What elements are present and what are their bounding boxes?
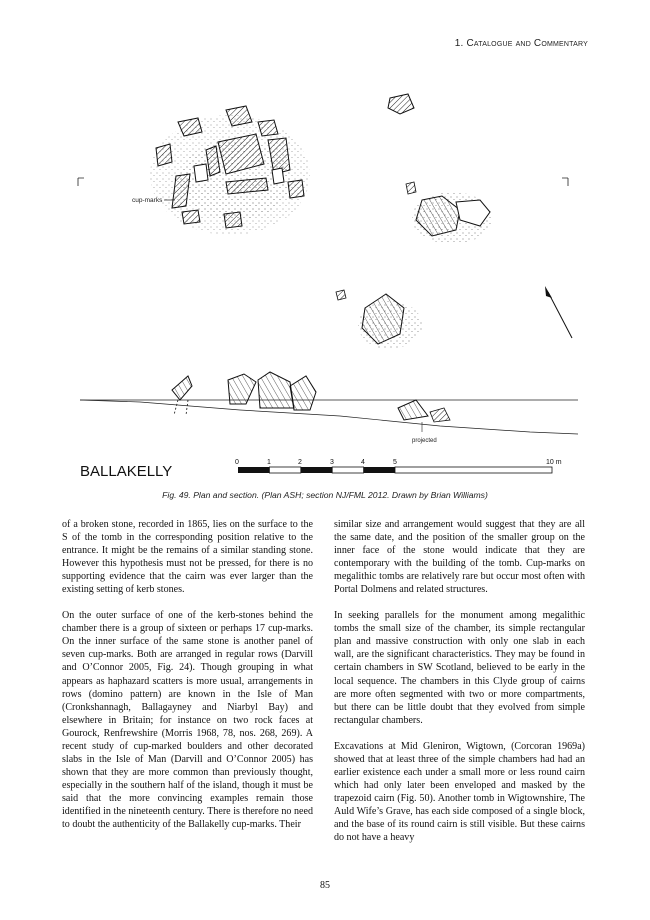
scale-label-2: 2: [298, 459, 302, 466]
right-paragraph-1: similar size and arrangement would suggest that they are all the same date, and the position of the smaller group on the inner face of the stone would indicate that they are contemporary with the building of the tomb. Cup-marks on megalithic tombs are relatively rare but occur most often with Portal Dolmens and related structures.: [334, 519, 585, 596]
site-name: BALLAKELLY: [80, 463, 173, 480]
figure-caption: Fig. 49. Plan and section. (Plan ASH; section NJ/FML 2012. Drawn by Brian Williams): [162, 490, 488, 500]
scale-label-3: 3: [330, 459, 334, 466]
right-column: [334, 518, 585, 857]
projected-label: projected: [412, 438, 437, 444]
left-paragraph-1: of a broken stone, recorded in 1865, lies on the surface to the S of the tomb in the corresponding position relative to the entrance. It might be the remains of a similar standing stone. However this hypothesis must not be pressed, for there is no supporting evidence that the cairn was ever larger than the existing setting of kerb stones.: [62, 519, 313, 596]
scale-label-4: 4: [361, 459, 365, 466]
scale-label-1: 1: [267, 459, 271, 466]
right-paragraph-3: Excavations at Mid Gleniron, Wigtown, (Corcoran 1969a) showed that at least three of the simple chambers had had an earlier existence each under a small more or less round cairn which had only later been enveloped and masked by the trapezoid cairn (Fig. 50). Another tomb in Wigtownshire, The Auld Wife’s Grave, has each side composed of a single block, and the base of its round cairn is still visible. But these cairns do not have a heavy: [334, 740, 585, 844]
left-paragraph-2: On the outer surface of one of the kerb-stones behind the chamber there is a group of sixteen or perhaps 17 cup-marks. On the inner surface of the same stone is another panel of seven cup-marks. Both are arranged in regular rows (Darvill and O’Connor 2005, Fig. 24). Though grouping in what appears as haphazard scatters is more usual, arrangements in rows (domino pattern) are known in the Isle of Man (Cronkshannagh, Ballagayney and Niarbyl Bay) and elsewhere in Britain; for instance on two rock faces at Gourock, Renfrewshire (Morris 1968, 78, nos. 268, 269). A recent study of cup-marked boulders and other decorated slabs in the Isle of Man (Darvill and O’Connor 2005) has shown that they are more common than previously thought, especially in the southern half of the island, though it must be said that the more convincing examples remain those identified in the nineteenth century. There is therefore no need to doubt the authenticity of the Ballakelly cup-marks. Their: [62, 610, 313, 831]
plan-stones-right: [336, 94, 492, 349]
scale-label-10m: 10 m: [546, 459, 562, 466]
right-paragraph-2: In seeking parallels for the monument among megalithic tombs the small size of the chamber, its simple rectangular plan and massive construction with only one slab in each wall, are the significant characteristics. They may be found in certain chambers in SW Scotland, believed to be early in the local sequence. The chambers in this Clyde group of cairns are more often segmented with two or more compartments, but there can be little doubt that they evolved from simple rectangular chambers.: [334, 610, 585, 726]
cairn-plan: [150, 106, 310, 235]
scale-label-5: 5: [393, 459, 397, 466]
scale-label-0: 0: [235, 459, 239, 466]
north-arrow-icon: [545, 286, 572, 338]
left-column: [62, 518, 313, 844]
running-head: 1. Catalogue and Commentary: [454, 38, 588, 49]
cairn-section: [80, 372, 578, 434]
figure-49: [60, 70, 590, 480]
page-number: 85: [320, 880, 330, 891]
plan-and-section-drawing: [60, 70, 590, 480]
scale-bar: [238, 467, 552, 473]
cup-marks-label: cup-marks: [132, 197, 163, 204]
